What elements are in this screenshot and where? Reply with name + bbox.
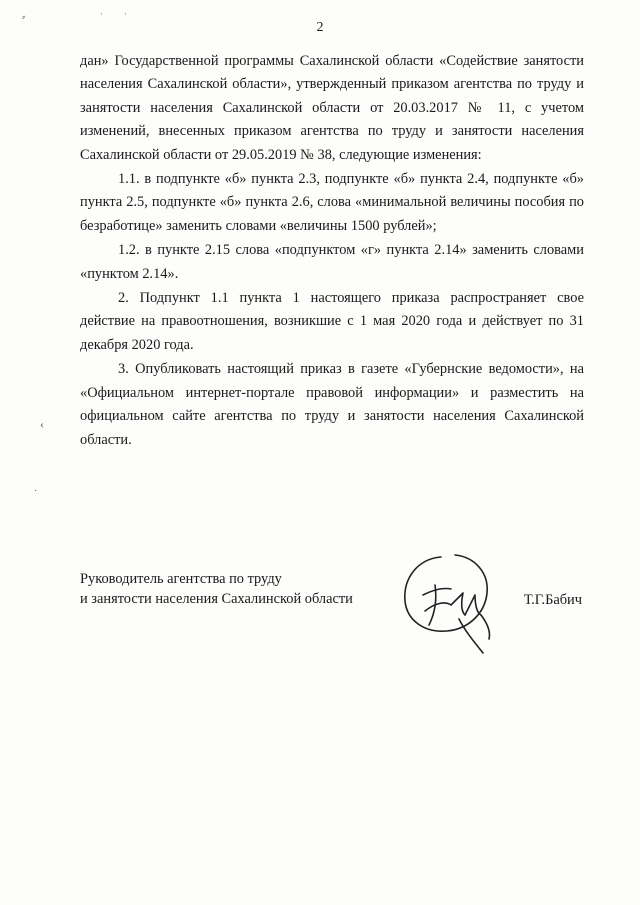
- scan-speck: ˈ: [124, 12, 128, 23]
- signatory-title: [80, 569, 353, 609]
- paragraph-5: 3. Опубликовать настоящий приказ в газете «Губернские ведомости», на «Официальном интернет-портале правовой информации» и разместить на официальном сайте агентства по труду и занятости населения Сахалинской области.: [80, 361, 584, 448]
- scan-speck: ‹: [40, 417, 44, 431]
- paragraph-1: дан» Государственной программы Сахалинской области «Содействие занятости населения Сахалинской области», утвержденный приказом агентства по труду и занятости населения Сахалинской области от 20.03.2017 № 11, с учетом изменений, внесенных приказом агентства по труду и занятости населения Сахалинской области от 29.05.2019 № 38, следующие изменения:: [80, 53, 584, 163]
- scan-speck: ⸗: [22, 12, 26, 23]
- signatory-name: Т.Г.Бабич: [523, 592, 582, 608]
- page-number: 2: [316, 20, 324, 35]
- signature-block: [80, 569, 584, 659]
- scan-speck: ·: [34, 486, 38, 497]
- paragraph-4: 2. Подпункт 1.1 пункта 1 настоящего приказа распространяет свое действие на правоотношения, возникшие с 1 мая 2020 года и действует по 31 декабря 2020 года.: [80, 290, 584, 353]
- signatory-title-line-2: и занятости населения Сахалинской области: [80, 591, 353, 607]
- scan-speck: ˈ: [100, 12, 104, 23]
- signatory-title-line-1: Руководитель агентства по труду: [80, 571, 282, 587]
- document-body: [80, 50, 584, 452]
- paragraph-2: 1.1. в подпункте «б» пункта 2.3, подпункте «б» пункта 2.4, подпункте «б» пункта 2.5, подпункте «б» пункта 2.6, слова «минимальной величины пособия по безработице» заменить словами «величины 1500 рублей»;: [80, 171, 584, 234]
- handwritten-signature: [395, 549, 515, 659]
- paragraph-3: 1.2. в пункте 2.15 слова «подпунктом «г» пункта 2.14» заменить словами «пунктом 2.14».: [80, 242, 584, 282]
